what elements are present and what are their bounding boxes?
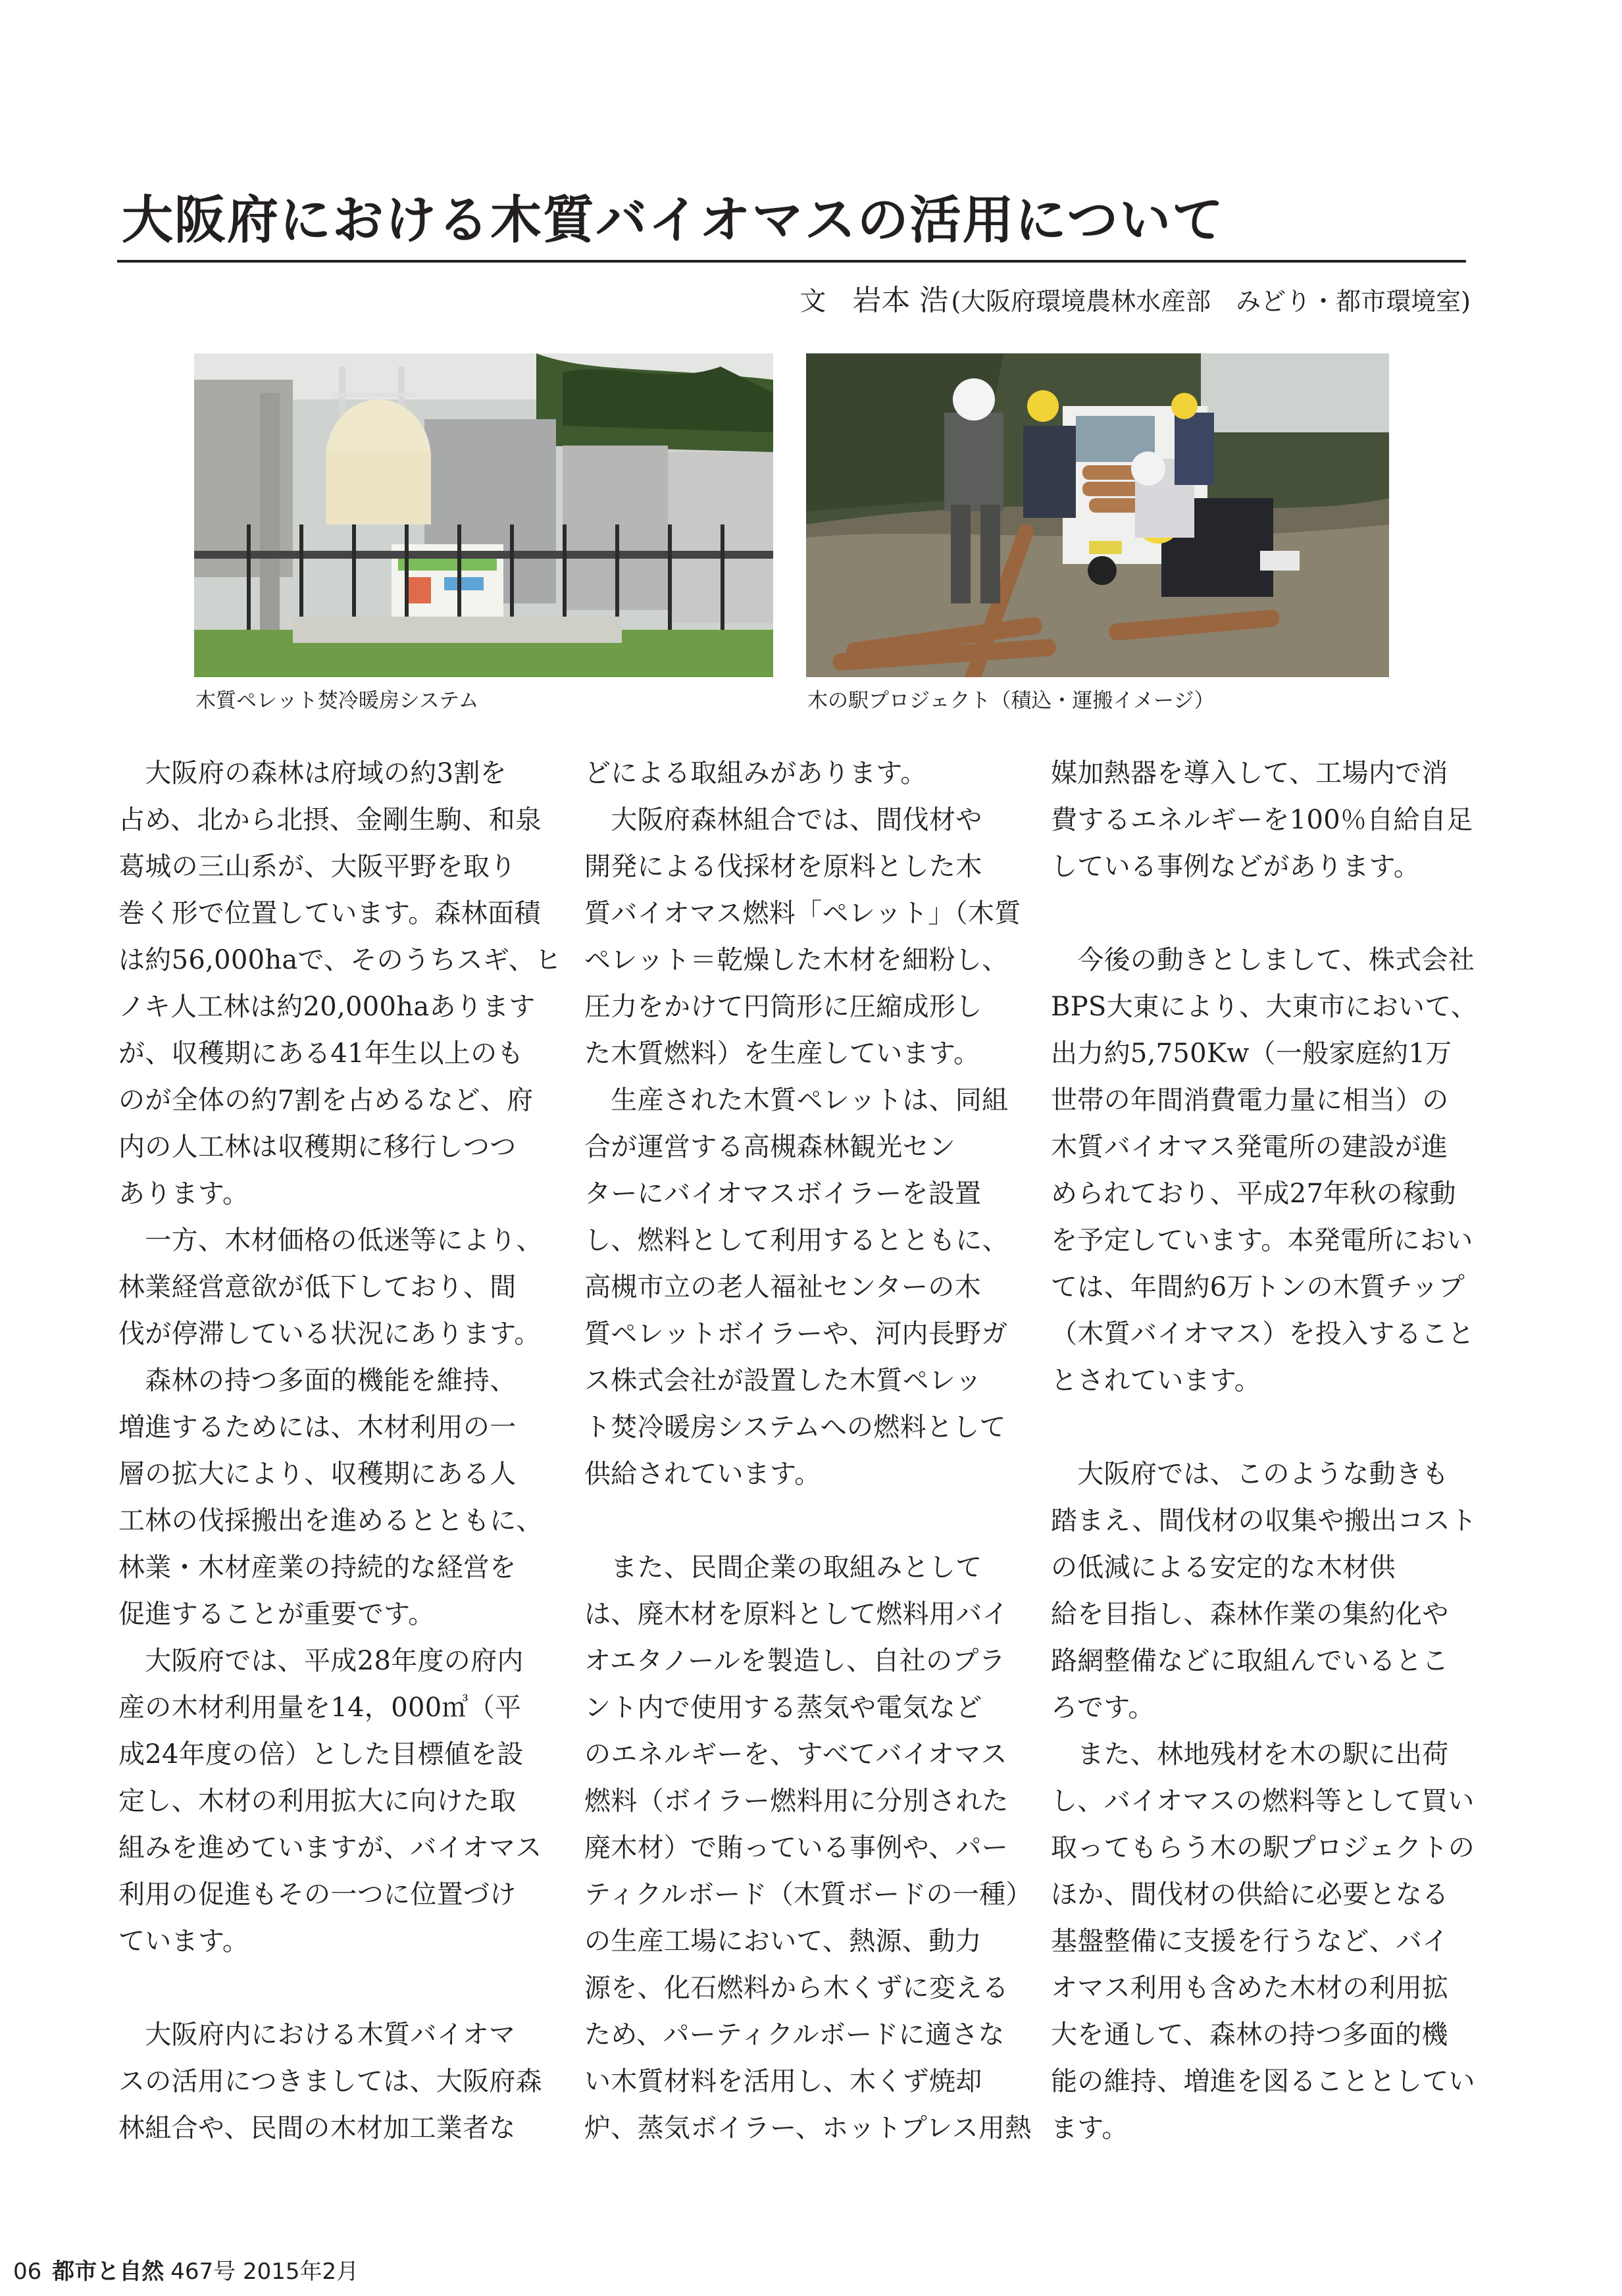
body-line: 促進することが重要です。 [118,1599,435,1629]
body-line: 林業経営意欲が低下しており、間 [118,1272,517,1302]
body-line: 高槻市立の老人福祉センターの木 [584,1272,981,1302]
page-number: 06 [13,2258,42,2285]
body-paragraph [584,797,1021,1077]
body-line: あります。 [118,1179,249,1209]
caption-pellet-system: 木質ペレット焚冷暖房システム [195,689,479,713]
body-line: ペレット＝乾燥した木材を細粉し、 [584,945,1009,975]
body-line: 源を、化石燃料から木くずに変える [584,1973,1009,2003]
body-line: 燃料（ボイラー燃料用に分別された [584,1786,1009,1816]
body-line: ほか、間伐材の供給に必要となる [1051,1879,1449,1910]
article-column-1 [118,750,562,2152]
body-line: ターにバイオマスボイラーを設置 [584,1179,982,1209]
byline-label: 文 [799,286,826,317]
body-line: し、燃料として利用するとともに、 [584,1225,1009,1256]
photo-wood-station [806,353,1389,677]
body-paragraph [584,1077,1009,1498]
body-line: 世帯の年間消費電力量に相当）の [1051,1085,1449,1115]
body-line: 内の人工林は収穫期に移行しつつ [118,1132,517,1162]
body-line: を予定しています。本発電所におい [1051,1225,1473,1256]
body-paragraph [118,1217,543,1358]
byline-author: 岩本 浩 [852,284,949,317]
body-line: 森林の持つ多面的機能を維持、 [118,1365,517,1396]
body-line: （木質バイオマス）を投入すること [1051,1319,1475,1349]
body-line: また、民間企業の取組みとして [584,1552,982,1583]
body-line: ノキ人工林は約20,000haあります [118,992,536,1022]
body-line: ろです。 [1051,1693,1155,1723]
body-line: 炉、蒸気ボイラー、ホットプレス用熱 [584,2113,1032,2143]
body-line: 大阪府では、このような動きも [1051,1459,1449,1489]
body-line: とされています。 [1051,1365,1261,1396]
body-line: オマス利用も含めた木材の利用拡 [1051,1973,1449,2003]
body-line: ては、年間約6万トンの木質チップ [1051,1272,1465,1302]
body-line: 質ペレットボイラーや、河内長野ガ [584,1319,1008,1349]
body-line: ト焚冷暖房システムへの燃料として [584,1412,1006,1442]
body-line: は、廃木材を原料として燃料用バイ [584,1599,1009,1629]
body-line: 増進するためには、木材利用の一 [118,1412,517,1442]
body-line: どによる取組みがあります。 [584,758,927,788]
body-paragraph [1051,750,1473,890]
body-line: い木質材料を活用し、木くず焼却 [584,2066,982,2097]
byline [799,276,1471,319]
body-line: 占め、北から北摂、金剛生駒、和泉 [118,805,542,835]
body-line: 大阪府の森林は府域の約3割を [118,758,507,788]
body-line: また、林地残材を木の駅に出荷 [1051,1739,1449,1770]
paragraph-gap [1051,890,1467,937]
body-line: オエタノールを製造し、自社のプラ [584,1646,1005,1676]
body-line: 能の維持、増進を図ることとしてい [1051,2066,1475,2097]
body-line: 大阪府内における木質バイオマ [118,2020,516,2050]
body-paragraph [584,1544,1032,2152]
body-line: た木質燃料）を生産しています。 [584,1038,980,1069]
body-line: の生産工場において、熱源、動力 [584,1926,982,1956]
magazine-name: 都市と自然 [52,2258,165,2285]
body-line: 伐が停滞している状況にあります。 [118,1319,541,1349]
body-line: 大阪府森林組合では、間伐材や [584,805,982,835]
body-line: 大を通して、森林の持つ多面的機 [1051,2020,1448,2050]
body-line: ント内で使用する蒸気や電気など [584,1693,982,1723]
body-line: 葛城の三山系が、大阪平野を取り [118,852,517,882]
body-line: 圧力をかけて円筒形に圧縮成形し [584,992,982,1022]
body-line: は約56,000haで、そのうちスギ、ヒ [118,945,562,975]
body-line: 廃木材）で賄っている事例や、パー [584,1833,1008,1863]
body-line: 開発による伐採材を原料とした木 [584,852,982,882]
body-line: が、収穫期にある41年生以上のも [118,1038,524,1069]
body-line: 林業・木材産業の持続的な経営を [118,1552,517,1583]
body-line: の低減による安定的な木材供 [1051,1552,1396,1583]
article-column-2 [584,750,1032,2152]
body-paragraph [118,750,562,1217]
body-line: 給を目指し、森林作業の集約化や [1051,1599,1449,1629]
issue-info: 467号 2015年2月 [170,2258,359,2285]
paragraph-gap [584,1498,1000,1544]
body-line: 基盤整備に支援を行うなど、バイ [1051,1926,1449,1956]
body-line: 合が運営する高槻森林観光セン [584,1132,956,1162]
body-line: 産の木材利用量を14，000㎥（平 [118,1693,522,1723]
body-line: ため、パーティクルボードに適さな [584,2020,1005,2050]
article-column-3 [1051,750,1478,2152]
caption-wood-station: 木の駅プロジェクト（積込・運搬イメージ） [807,689,1215,713]
body-line: 路網整備などに取組んでいるとこ [1051,1646,1449,1676]
body-line: 踏まえ、間伐材の収集や搬出コスト [1051,1506,1477,1536]
body-line: 林組合や、民間の木材加工業者な [118,2113,516,2143]
body-line: 今後の動きとしまして、株式会社 [1051,945,1475,975]
body-line: 供給されています。 [584,1459,821,1489]
body-line: 大阪府では、平成28年度の府内 [118,1646,524,1676]
body-line: ます。 [1051,2113,1128,2143]
body-line: められており、平成27年秋の稼動 [1051,1179,1456,1209]
body-line: 利用の促進もその一つに位置づけ [118,1879,517,1910]
body-line: のエネルギーを、すべてバイオマス [584,1739,1007,1770]
body-paragraph [1051,937,1478,1404]
body-line: 組みを進めていますが、バイオマス [118,1833,542,1863]
body-line: 工林の伐採搬出を進めるとともに、 [118,1506,543,1536]
body-line: 一方、木材価格の低迷等により、 [118,1225,543,1256]
page-footer [13,2253,359,2285]
body-line: 生産された木質ペレットは、同組 [584,1085,1009,1115]
body-line: 費するエネルギーを100％自給自足 [1051,805,1473,835]
body-line: し、バイオマスの燃料等として買い [1051,1786,1475,1816]
body-line: スの活用につきましては、大阪府森 [118,2066,542,2097]
body-line: 出力約5,750Kw（一般家庭約1万 [1051,1038,1452,1069]
body-paragraph [118,2012,542,2152]
body-line: ティクルボード（木質ボードの一種） [584,1879,1032,1910]
body-line: のが全体の約7割を占めるなど、府 [118,1085,534,1115]
title-rule [117,260,1466,263]
body-line: BPS大東により、大東市において、 [1051,992,1478,1022]
body-paragraph [118,1358,543,1638]
body-line: している事例などがあります。 [1051,852,1420,882]
body-line: 取ってもらう木の駅プロジェクトの [1051,1833,1475,1863]
photo-pellet-system [194,353,773,677]
byline-affiliation: (大阪府環境農林水産部 みどり・都市環境室) [951,287,1471,316]
body-paragraph [118,1638,542,1965]
paragraph-gap [1051,1404,1467,1451]
body-line: ています。 [118,1926,249,1956]
body-line: 層の拡大により、収穫期にある人 [118,1459,517,1489]
body-line: 質バイオマス燃料「ペレット」（木質 [584,898,1021,929]
body-paragraph [584,750,1000,797]
body-line: 成24年度の倍）とした目標値を設 [118,1739,524,1770]
body-paragraph [1051,1451,1477,1731]
body-line: 巻く形で位置しています。森林面積 [118,898,541,929]
article-title: 大阪府における木質バイオマスの活用について [122,190,1225,250]
body-paragraph [1051,1731,1475,2152]
paragraph-gap [118,1965,534,2012]
body-line: ス株式会社が設置した木質ペレッ [584,1365,982,1396]
body-line: 媒加熱器を導入して、工場内で消 [1051,758,1448,788]
body-line: 定し、木材の利用拡大に向けた取 [118,1786,517,1816]
body-line: 木質バイオマス発電所の建設が進 [1051,1132,1448,1162]
